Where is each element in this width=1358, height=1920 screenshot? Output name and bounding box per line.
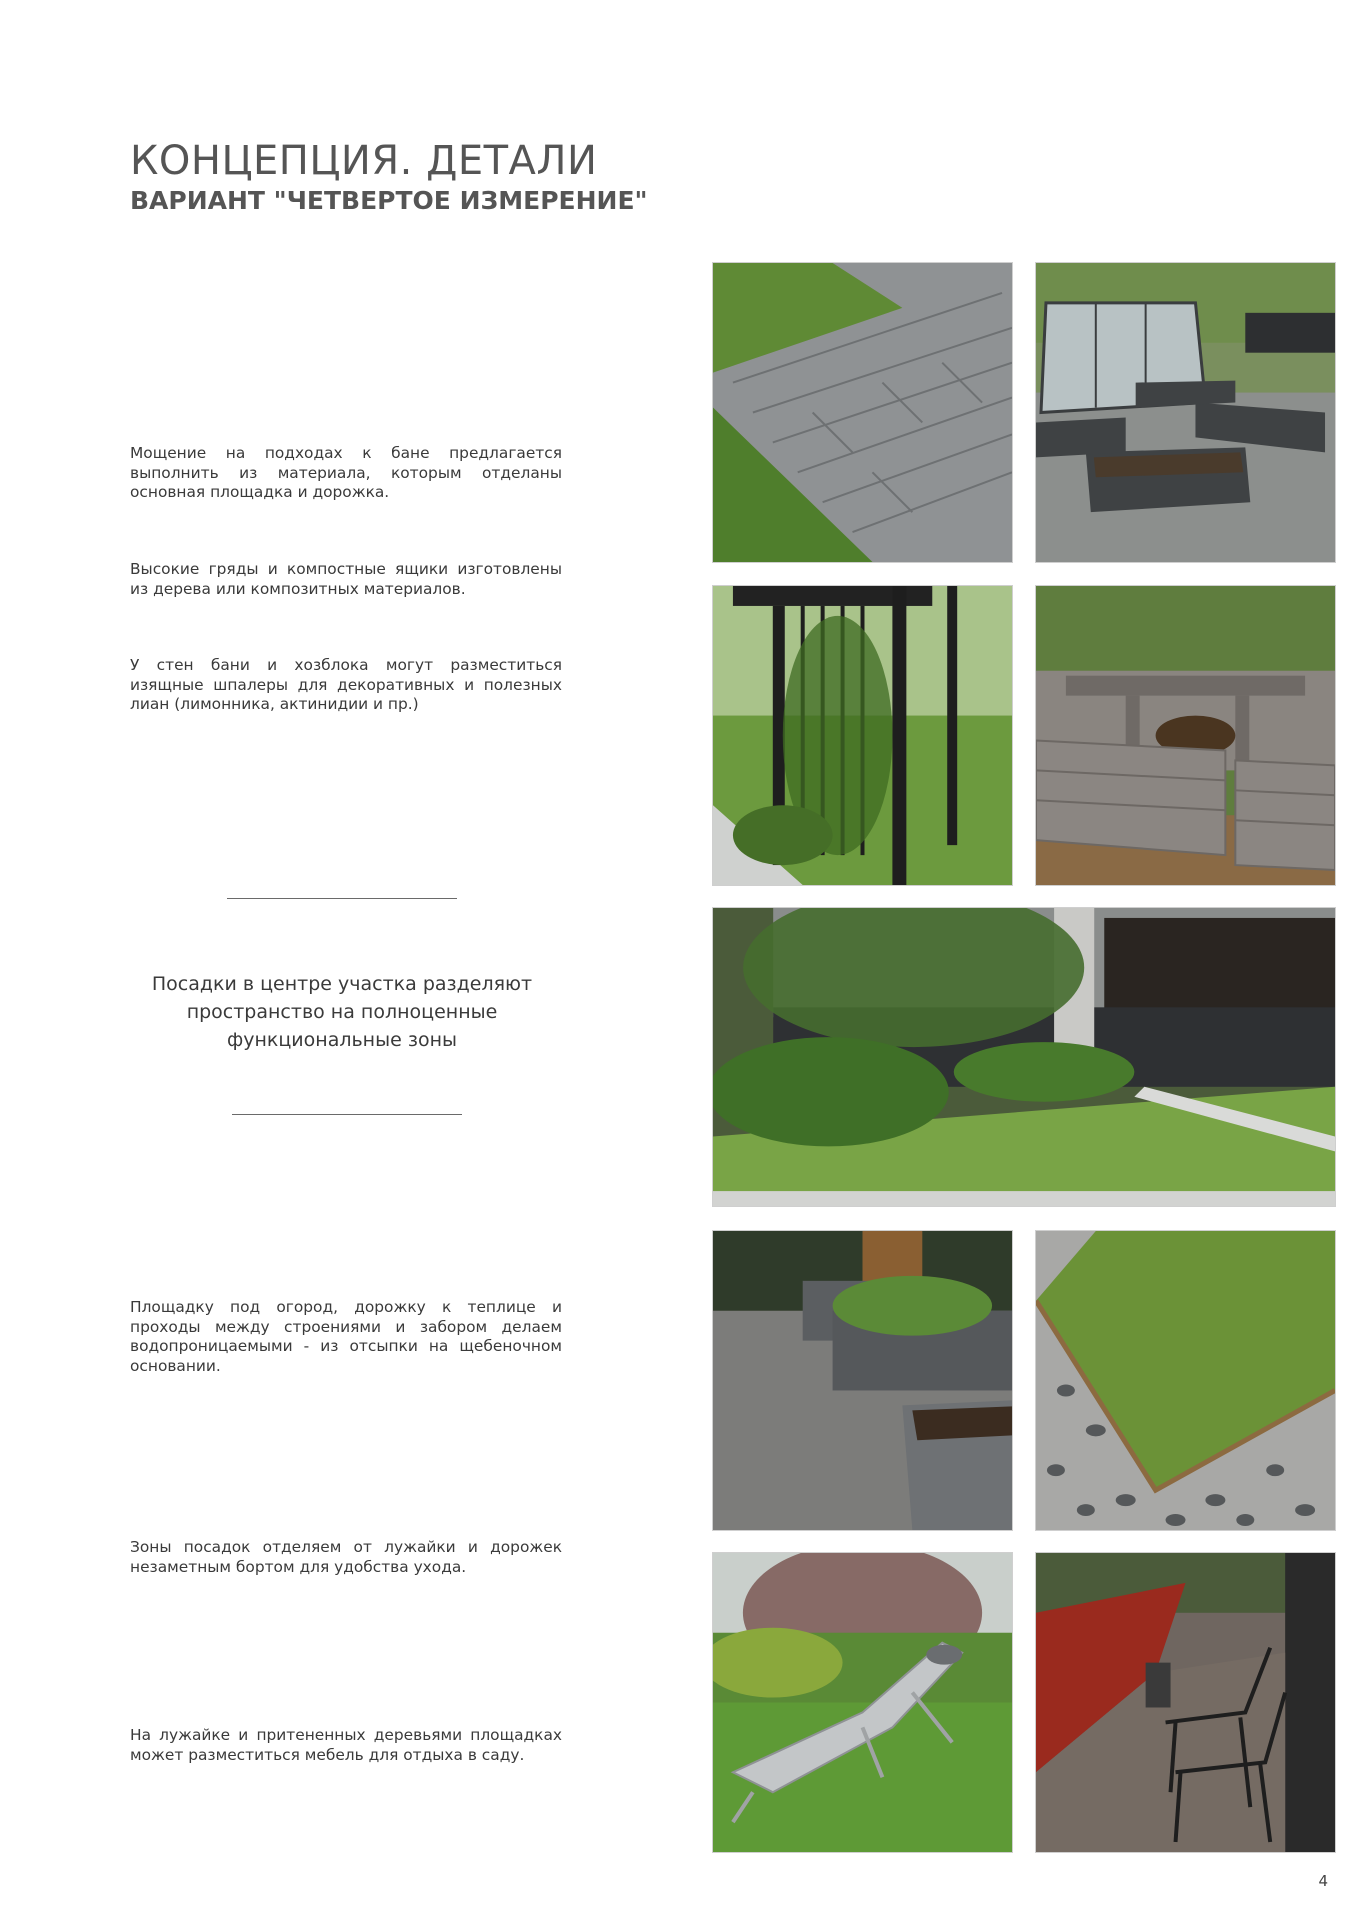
paragraph-trellises: У стен бани и хозблока могут разместиться изящные шпалеры для декоративных и полезных лиан (лимонника, актинидии и пр.) bbox=[130, 656, 562, 713]
photo-deck-chairs bbox=[1035, 1552, 1336, 1853]
divider-top bbox=[227, 898, 457, 899]
paragraph-gravel: Площадку под огород, дорожку к теплице и проходы между строениями и забором делаем водопроницаемыми - из отсыпки на щебеночном основании. bbox=[130, 1298, 562, 1375]
photo-lawn-edging bbox=[1035, 1230, 1336, 1531]
photo-garden-zones bbox=[712, 907, 1336, 1207]
paragraph-paving: Мощение на подходах к бане предлагается выполнить из материала, которым отделаны основная площадка и дорожка. bbox=[130, 444, 562, 501]
divider-bottom bbox=[232, 1114, 462, 1115]
photo-paving-lawn bbox=[712, 262, 1013, 563]
page-title: КОНЦЕПЦИЯ. ДЕТАЛИ bbox=[130, 138, 598, 184]
paragraph-furniture: На лужайке и притененных деревьями площадках может разместиться мебель для отдыха в саду. bbox=[130, 1726, 562, 1764]
photo-lounger-lawn bbox=[712, 1552, 1013, 1853]
photo-greenhouse-beds bbox=[1035, 262, 1336, 563]
page-subtitle: ВАРИАНТ "ЧЕТВЕРТОЕ ИЗМЕРЕНИЕ" bbox=[130, 186, 648, 215]
center-quote: Посадки в центре участка разделяют пространство на полноценные функциональные зоны bbox=[151, 973, 533, 1051]
paragraph-raised-beds: Высокие гряды и компостные ящики изготовлены из дерева или композитных материалов. bbox=[130, 560, 562, 598]
page-number: 4 bbox=[1318, 1872, 1328, 1890]
photo-compost-boxes bbox=[1035, 585, 1336, 886]
photo-trellis-vines bbox=[712, 585, 1013, 886]
photo-gravel-planters bbox=[712, 1230, 1013, 1531]
paragraph-edging: Зоны посадок отделяем от лужайки и дорожек незаметным бортом для удобства ухода. bbox=[130, 1538, 562, 1576]
